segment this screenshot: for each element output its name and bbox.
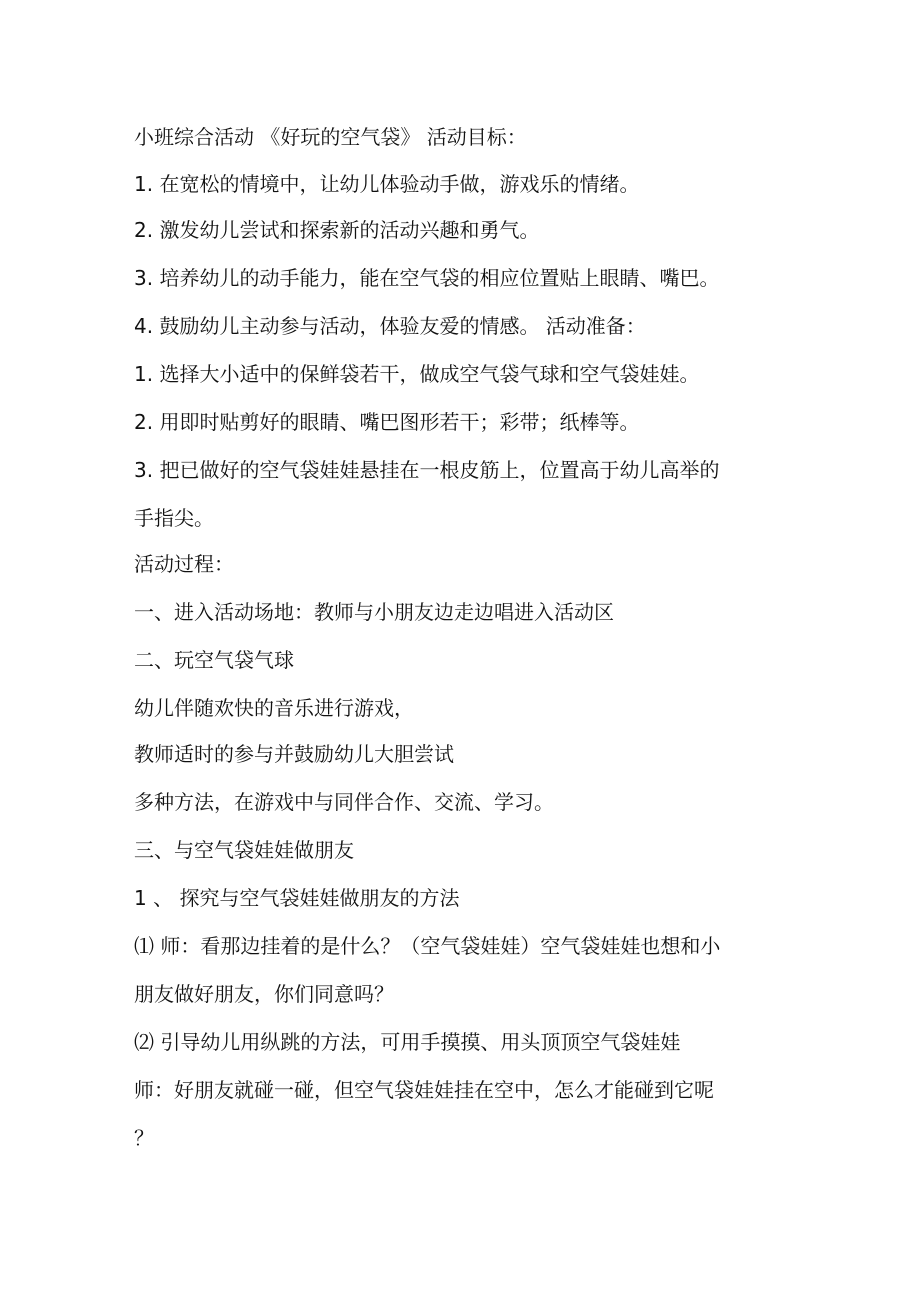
paragraph-line: 教师适时的参与并鼓励幼儿大胆尝试 [134, 742, 454, 766]
paragraph-line: 多种方法，在游戏中与同伴合作、交流、学习。 [134, 790, 554, 814]
process-heading: 活动过程： [134, 552, 234, 576]
paragraph-line: 幼儿伴随欢快的音乐进行游戏， [134, 696, 414, 720]
prep-item-3: 3. 把已做好的空气袋娃娃悬挂在一根皮筋上，位置高于幼儿高举的 [134, 458, 720, 482]
goal-item-4: 4. 鼓励幼儿主动参与活动，体验友爱的情感。 活动准备： [134, 314, 646, 338]
teacher-line-cont: ？ [134, 1126, 154, 1150]
sub-item-2: ⑵ 引导幼儿用纵跳的方法，可用手摸摸、用头顶顶空气袋娃娃 [134, 1030, 681, 1054]
prep-item-1: 1. 选择大小适中的保鲜袋若干，做成空气袋气球和空气袋娃娃。 [134, 362, 700, 386]
goal-item-1: 1. 在宽松的情境中，让幼儿体验动手做，游戏乐的情绪。 [134, 172, 640, 196]
teacher-line: 师：好朋友就碰一碰，但空气袋娃娃挂在空中，怎么才能碰到它呢 [134, 1078, 714, 1102]
goal-item-2: 2. 激发幼儿尝试和探索新的活动兴趣和勇气。 [134, 218, 540, 242]
prep-item-3-cont: 手指尖。 [134, 506, 214, 530]
sub-item-1-cont: 朋友做好朋友，你们同意吗？ [134, 982, 394, 1006]
title-line: 小班综合活动 《好玩的空气袋》 活动目标： [134, 125, 527, 149]
goal-item-3: 3. 培养幼儿的动手能力，能在空气袋的相应位置贴上眼睛、嘴巴。 [134, 266, 720, 290]
step-2-heading: 二、玩空气袋气球 [134, 648, 294, 672]
prep-item-2: 2. 用即时贴剪好的眼睛、嘴巴图形若干；彩带；纸棒等。 [134, 410, 640, 434]
step-1-heading: 一、进入活动场地：教师与小朋友边走边唱进入活动区 [134, 600, 614, 624]
sub-item-1: ⑴ 师：看那边挂着的是什么？（空气袋娃娃）空气袋娃娃也想和小 [134, 934, 721, 958]
step-3-heading: 三、与空气袋娃娃做朋友 [134, 838, 354, 862]
sub-step-1: 1 、 探究与空气袋娃娃做朋友的方法 [134, 886, 460, 910]
